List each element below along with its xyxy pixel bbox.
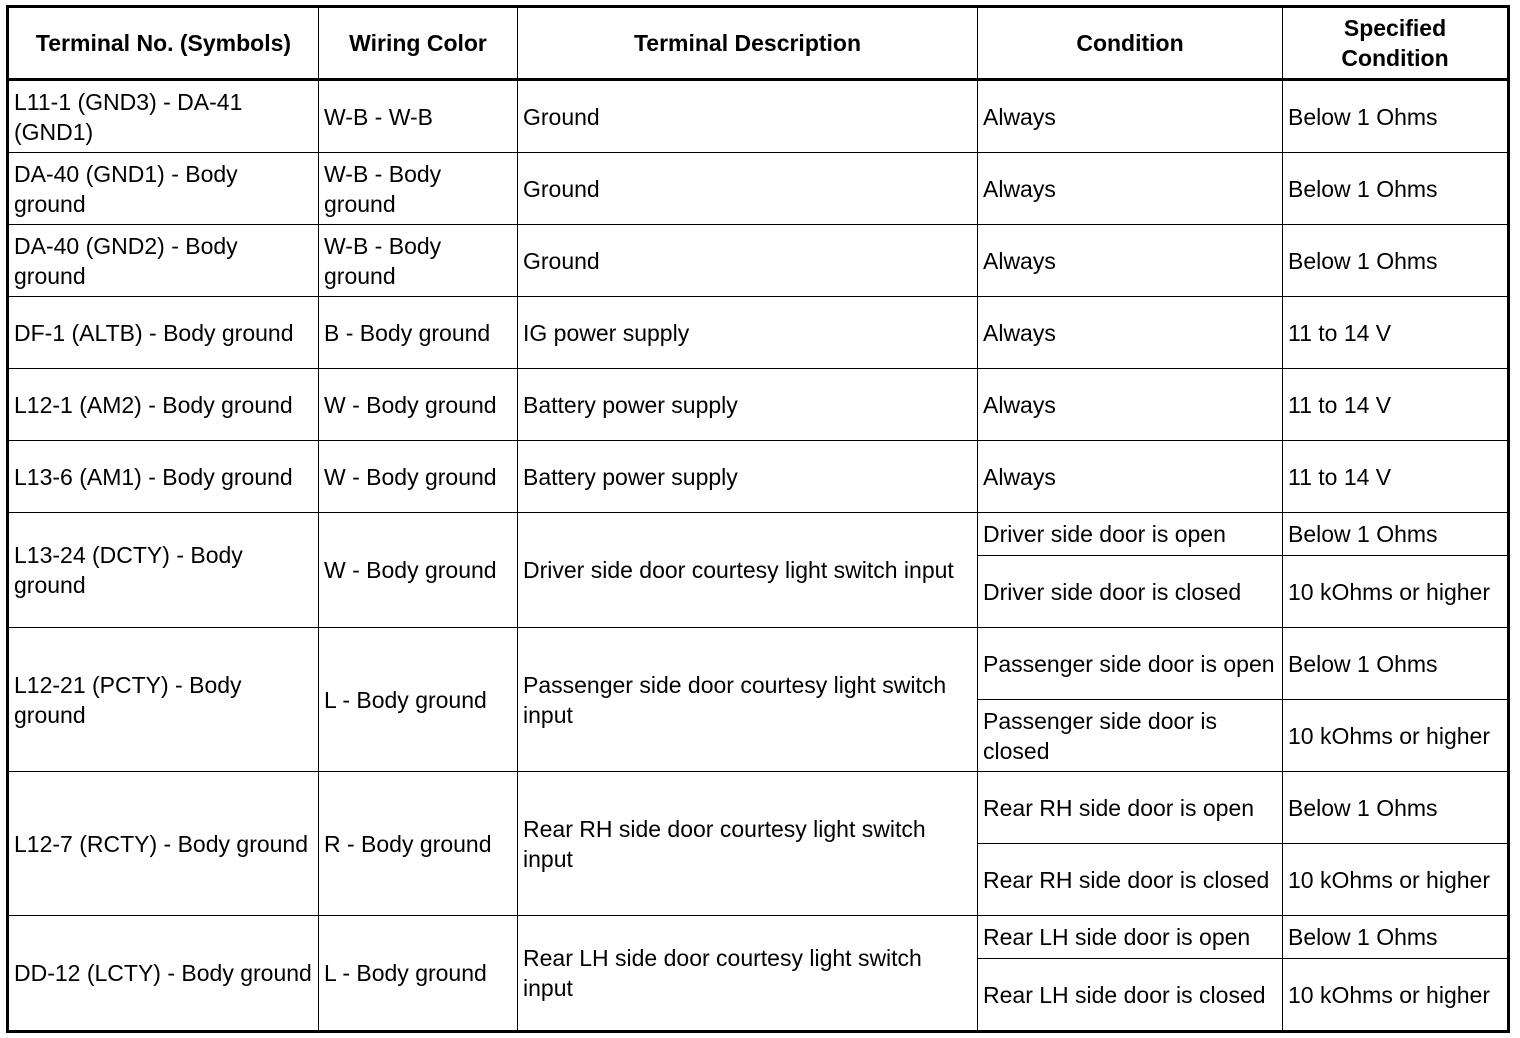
header-specified-condition: Specified Condition [1283, 7, 1509, 80]
specified-cell: 10 kOhms or higher [1283, 700, 1509, 772]
condition-cell: Rear LH side door is closed [978, 959, 1283, 1032]
condition-cell: Always [978, 225, 1283, 297]
specified-cell: 11 to 14 V [1283, 369, 1509, 441]
terminal-table [6, 5, 1510, 1033]
wiring-cell: W-B - Body ground [319, 153, 518, 225]
description-cell: Rear LH side door courtesy light switch input [518, 916, 978, 1032]
condition-cell: Passenger side door is open [978, 628, 1283, 700]
header-terminal: Terminal No. (Symbols) [8, 7, 319, 80]
wiring-cell: L - Body ground [319, 916, 518, 1032]
terminal-cell: L11-1 (GND3) - DA-41 (GND1) [8, 80, 319, 153]
specified-cell: Below 1 Ohms [1283, 772, 1509, 844]
specified-cell: Below 1 Ohms [1283, 153, 1509, 225]
wiring-cell: W-B - Body ground [319, 225, 518, 297]
condition-cell: Always [978, 297, 1283, 369]
condition-cell: Rear RH side door is open [978, 772, 1283, 844]
terminal-cell: L12-21 (PCTY) - Body ground [8, 628, 319, 772]
terminal-cell: DA-40 (GND2) - Body ground [8, 225, 319, 297]
specified-cell: 10 kOhms or higher [1283, 556, 1509, 628]
condition-cell: Always [978, 153, 1283, 225]
table-row [8, 441, 1509, 513]
condition-cell: Rear RH side door is closed [978, 844, 1283, 916]
terminal-cell: L12-1 (AM2) - Body ground [8, 369, 319, 441]
specified-cell: Below 1 Ohms [1283, 80, 1509, 153]
wiring-cell: W-B - W-B [319, 80, 518, 153]
table-row [8, 513, 1509, 556]
wiring-cell: W - Body ground [319, 513, 518, 628]
wiring-cell: L - Body ground [319, 628, 518, 772]
description-cell: IG power supply [518, 297, 978, 369]
specified-cell: Below 1 Ohms [1283, 513, 1509, 556]
wiring-cell: W - Body ground [319, 369, 518, 441]
terminal-cell: L13-24 (DCTY) - Body ground [8, 513, 319, 628]
terminal-cell: L12-7 (RCTY) - Body ground [8, 772, 319, 916]
description-cell: Driver side door courtesy light switch input [518, 513, 978, 628]
wiring-cell: R - Body ground [319, 772, 518, 916]
condition-cell: Rear LH side door is open [978, 916, 1283, 959]
wiring-cell: B - Body ground [319, 297, 518, 369]
specified-cell: 11 to 14 V [1283, 441, 1509, 513]
description-cell: Rear RH side door courtesy light switch input [518, 772, 978, 916]
specified-cell: Below 1 Ohms [1283, 916, 1509, 959]
table-row [8, 80, 1509, 153]
description-cell: Battery power supply [518, 369, 978, 441]
condition-cell: Driver side door is closed [978, 556, 1283, 628]
specified-cell: Below 1 Ohms [1283, 628, 1509, 700]
specified-cell: 10 kOhms or higher [1283, 959, 1509, 1032]
specified-cell: 11 to 14 V [1283, 297, 1509, 369]
description-cell: Passenger side door courtesy light switch input [518, 628, 978, 772]
header-wiring-color: Wiring Color [319, 7, 518, 80]
specified-cell: Below 1 Ohms [1283, 225, 1509, 297]
terminal-cell: L13-6 (AM1) - Body ground [8, 441, 319, 513]
condition-cell: Always [978, 80, 1283, 153]
description-cell: Ground [518, 225, 978, 297]
condition-cell: Always [978, 369, 1283, 441]
header-terminal-description: Terminal Description [518, 7, 978, 80]
condition-cell: Passenger side door is closed [978, 700, 1283, 772]
condition-cell: Driver side door is open [978, 513, 1283, 556]
table-row [8, 297, 1509, 369]
description-cell: Ground [518, 80, 978, 153]
table-row [8, 225, 1509, 297]
description-cell: Battery power supply [518, 441, 978, 513]
wiring-cell: W - Body ground [319, 441, 518, 513]
terminal-cell: DA-40 (GND1) - Body ground [8, 153, 319, 225]
terminal-cell: DD-12 (LCTY) - Body ground [8, 916, 319, 1032]
header-condition: Condition [978, 7, 1283, 80]
table-row [8, 628, 1509, 700]
table-row [8, 916, 1509, 959]
condition-cell: Always [978, 441, 1283, 513]
table-row [8, 153, 1509, 225]
table-row [8, 772, 1509, 844]
specified-cell: 10 kOhms or higher [1283, 844, 1509, 916]
description-cell: Ground [518, 153, 978, 225]
header-row [8, 7, 1509, 80]
table-row [8, 369, 1509, 441]
terminal-cell: DF-1 (ALTB) - Body ground [8, 297, 319, 369]
